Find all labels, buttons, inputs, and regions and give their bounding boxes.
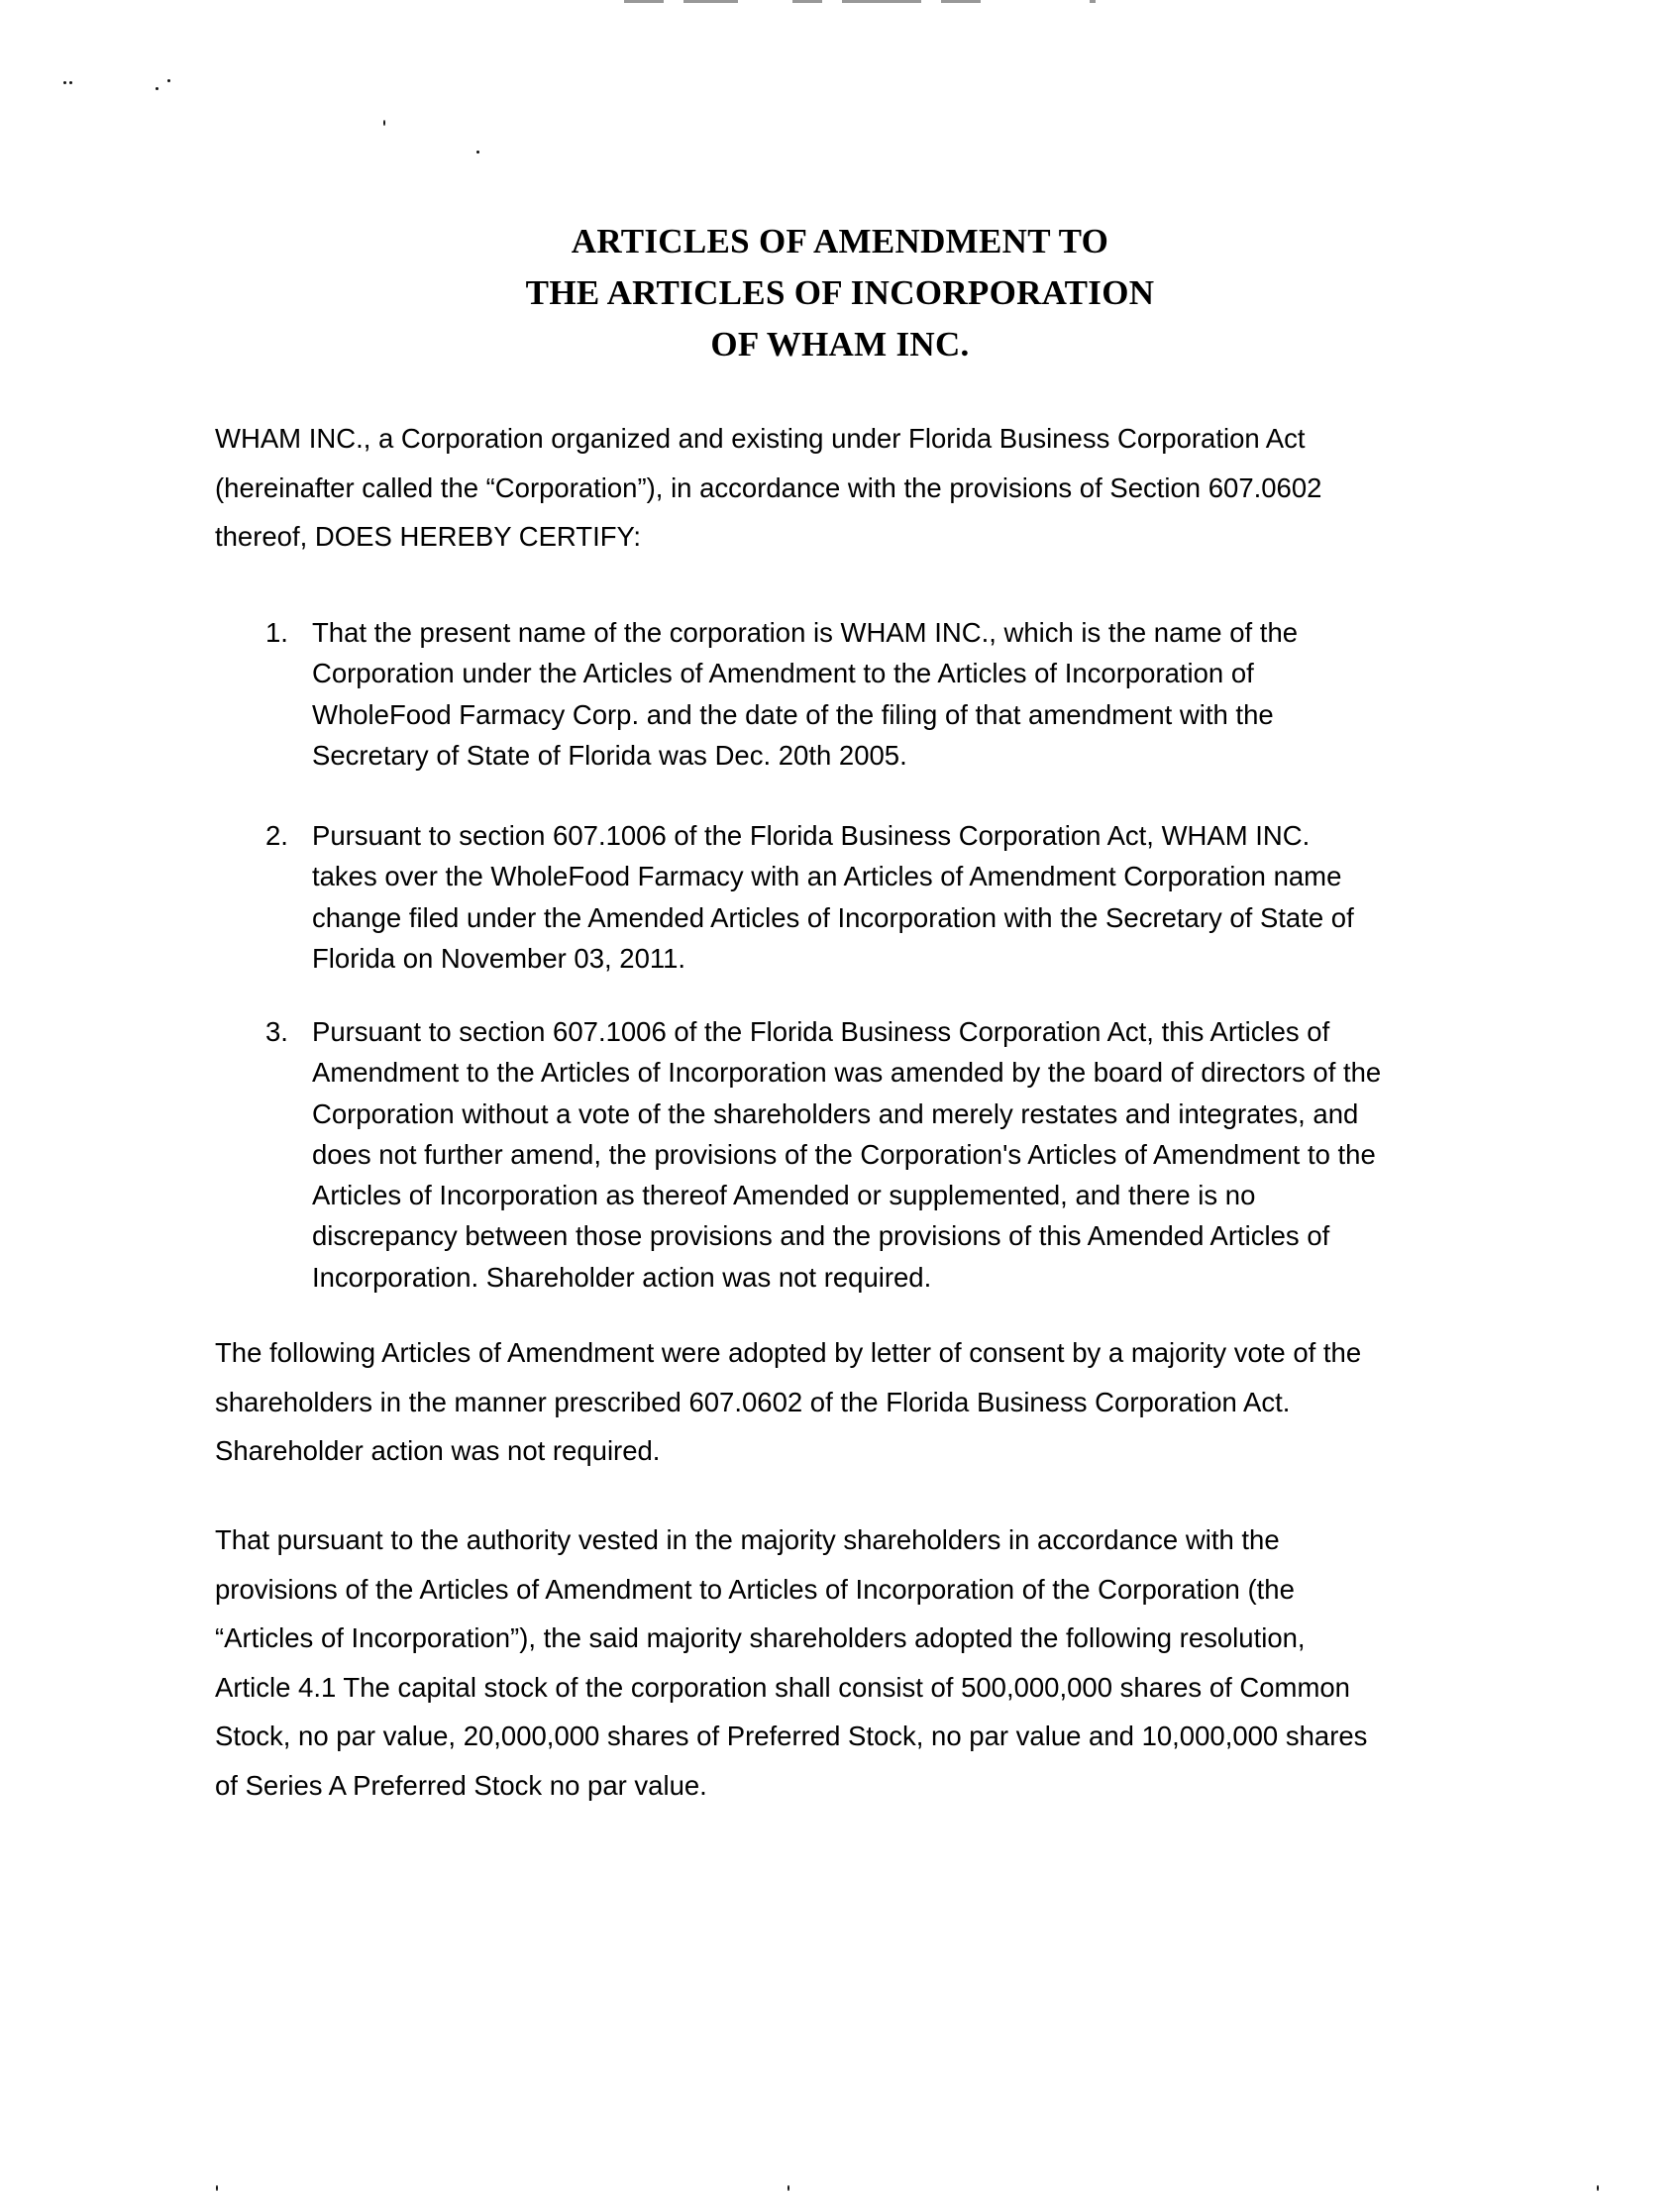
- list-item-line: Articles of Incorporation as thereof Amended or supplemented, and there is no: [312, 1180, 1256, 1211]
- list-item-line: That the present name of the corporation is WHAM INC., which is the name of the: [312, 617, 1299, 648]
- list-item-number: 3.: [265, 1016, 288, 1047]
- scan-artifact: [1090, 0, 1096, 3]
- paragraph-line: (hereinafter called the “Corporation”), in accordance with the provisions of Section 607.0602: [215, 471, 1322, 503]
- paragraph-line: Article 4.1 The capital stock of the corporation shall consist of 500,000,000 shares of Common: [215, 1671, 1350, 1703]
- list-item-line: takes over the WholeFood Farmacy with an Articles of Amendment Corporation name: [312, 861, 1342, 892]
- paragraph-line: Shareholder action was not required.: [215, 1435, 661, 1466]
- scan-speck: [788, 2185, 789, 2191]
- scan-speck: [383, 120, 385, 126]
- scan-artifact: [683, 0, 738, 3]
- list-item-line: Pursuant to section 607.1006 of the Florida Business Corporation Act, WHAM INC.: [312, 820, 1311, 851]
- title-line: THE ARTICLES OF INCORPORATION: [525, 273, 1155, 312]
- intro-paragraph: [215, 414, 1503, 562]
- paragraph-line: “Articles of Incorporation”), the said majority shareholders adopted the following resolution,: [215, 1622, 1306, 1653]
- title-line: OF WHAM INC.: [710, 325, 970, 364]
- list-item-line: Pursuant to section 607.1006 of the Florida Business Corporation Act, this Articles of: [312, 1016, 1330, 1047]
- scan-artifact: [624, 0, 664, 3]
- list-item-line: Florida on November 03, 2011.: [312, 942, 686, 974]
- scan-speck: [476, 151, 479, 154]
- list-item-line: WholeFood Farmacy Corp. and the date of the filing of that amendment with the: [312, 698, 1274, 730]
- paragraph-line: The following Articles of Amendment were adopted by letter of consent by a majority vote of the: [215, 1337, 1362, 1368]
- list-item-line: discrepancy between those provisions and the provisions of this Amended Articles of: [312, 1220, 1330, 1252]
- resolution-paragraph: [215, 1515, 1503, 1810]
- list-item-number: 1.: [265, 617, 288, 648]
- scan-speck: [216, 2185, 218, 2191]
- scan-artifact: [792, 0, 822, 3]
- list-item-text: [312, 1011, 1381, 1298]
- paragraph-line: thereof, DOES HEREBY CERTIFY:: [215, 521, 641, 552]
- list-item-line: Amendment to the Articles of Incorporation was amended by the board of directors of the: [312, 1057, 1382, 1089]
- scan-artifact: [941, 0, 981, 3]
- title-line: ARTICLES OF AMENDMENT TO: [571, 222, 1109, 261]
- list-item-number: 2.: [265, 820, 288, 851]
- scan-speck: [167, 79, 170, 82]
- scan-speck: [1597, 2185, 1599, 2191]
- list-item-line: Incorporation. Shareholder action was not required.: [312, 1261, 932, 1293]
- list-item-text: [312, 815, 1354, 979]
- scan-speck: [156, 87, 158, 90]
- scan-speck: [69, 81, 72, 84]
- list-item-text: [312, 612, 1298, 776]
- paragraph-line: of Series A Preferred Stock no par value.: [215, 1769, 707, 1801]
- consent-paragraph: [215, 1328, 1503, 1476]
- scan-speck: [63, 81, 66, 84]
- list-item-line: Corporation under the Articles of Amendment to the Articles of Incorporation of: [312, 658, 1254, 689]
- paragraph-line: shareholders in the manner prescribed 607.0602 of the Florida Business Corporation Act.: [215, 1386, 1291, 1417]
- list-item-line: Secretary of State of Florida was Dec. 20th 2005.: [312, 739, 907, 771]
- paragraph-line: That pursuant to the authority vested in the majority shareholders in accordance with the: [215, 1524, 1280, 1555]
- list-item-line: does not further amend, the provisions of the Corporation's Articles of Amendment to the: [312, 1138, 1376, 1170]
- document-title: [0, 216, 1680, 370]
- paragraph-line: WHAM INC., a Corporation organized and existing under Florida Business Corporation Act: [215, 423, 1306, 454]
- paragraph-line: Stock, no par value, 20,000,000 shares of Preferred Stock, no par value and 10,000,000 shares: [215, 1721, 1368, 1751]
- scan-artifact: [842, 0, 921, 3]
- list-item-line: Corporation without a vote of the shareholders and merely restates and integrates, and: [312, 1097, 1359, 1129]
- list-item-line: change filed under the Amended Articles of Incorporation with the Secretary of State of: [312, 901, 1354, 933]
- paragraph-line: provisions of the Articles of Amendment to Articles of Incorporation of the Corporation (the: [215, 1573, 1295, 1605]
